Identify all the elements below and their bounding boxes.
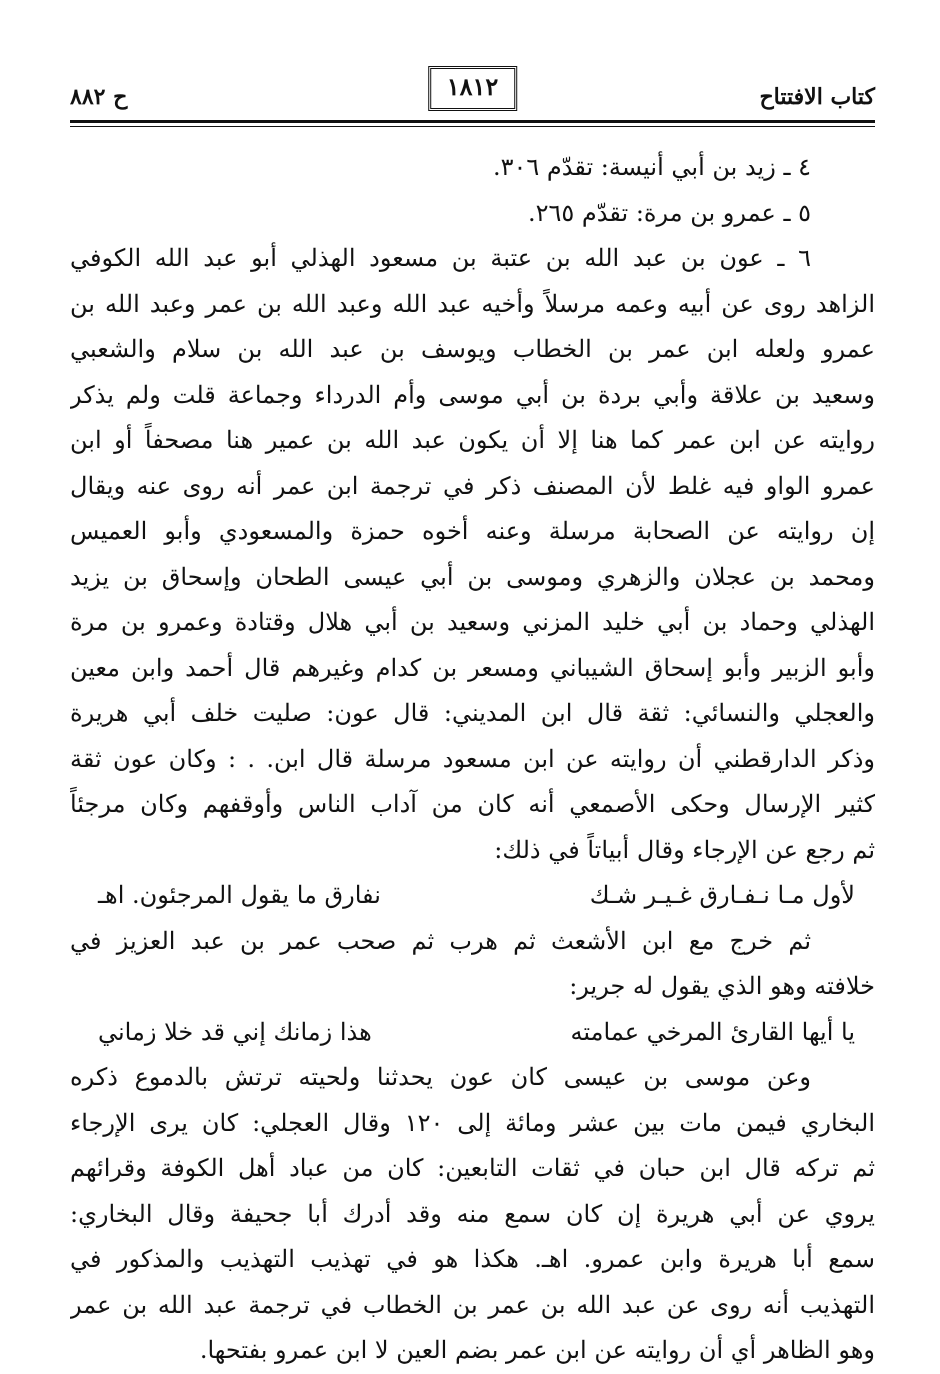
page-header bbox=[70, 62, 875, 123]
verse-second-hemistich: هذا زمانك إني قد خلا زماني bbox=[98, 1017, 372, 1046]
text-line: ومحمد بن عجلان والزهري وموسى بن أبي عيسى الطحان وإسحاق بن يزيد bbox=[70, 562, 875, 591]
text-line: وهو الظاهر أي أن روايته عن ابن عمر بضم العين لا ابن عمرو بفتحها. bbox=[199, 1336, 875, 1364]
text-line: ثم خرج مع ابن الأشعث ثم هرب ثم صحب عمر بن عبد العزيز في bbox=[70, 926, 811, 955]
narrator-entry-4: ٤ ـ زيد بن أبي أنيسة: تقدّم ٣٠٦. bbox=[492, 153, 811, 181]
page-body bbox=[70, 145, 875, 1374]
poem-verse bbox=[70, 873, 875, 919]
text-line: الهذلي وحماد بن أبي خليد المزني وسعيد بن أبي هلال وقتادة وعمرو بن مرة bbox=[70, 608, 875, 636]
text-line: روايته عن ابن عمر كما هنا إلا أن يكون عبد الله بن عمير هنا مصحفاً أو ابن bbox=[70, 426, 875, 454]
narrator-entry-5: ٥ ـ عمرو بن مرة: تقدّم ٢٦٥. bbox=[527, 198, 811, 227]
text-line: وأبو الزبير وأبو إسحاق الشيباني ومسعر بن كدام وغيرهم قال أحمد وابن معين bbox=[70, 653, 875, 682]
text-line: خلافته وهو الذي يقول له جرير: bbox=[569, 972, 875, 1000]
verse-first-hemistich: يا أيها القارئ المرخي عمامته bbox=[570, 1017, 855, 1046]
text-line: وعن موسى بن عيسى كان عون يحدثنا ولحيته ترتش بالدموع ذكره bbox=[70, 1063, 811, 1091]
text-line: والعجلي والنسائي: ثقة قال ابن المديني: قال عون: صليت خلف أبي هريرة bbox=[70, 699, 875, 727]
text-line: إن روايته عن الصحابة مرسلة وعنه أخوه حمزة والمسعودي وأبو العميس bbox=[70, 517, 875, 545]
text-line: ثم رجع عن الإرجاء وقال أبياتاً في ذلك: bbox=[494, 835, 875, 864]
text-line: عمرو الواو فيه غلط لأن المصنف ذكر في ترجمة ابن عمر أنه روى عنه ويقال bbox=[70, 471, 875, 500]
text-line: وسعيد بن علاقة وأبي بردة بن أبي موسى وأم الدرداء وجماعة قلت ولم يذكر bbox=[70, 380, 875, 409]
poem-verse bbox=[70, 1010, 875, 1056]
text-line: ثم تركه قال ابن حبان في ثقات التابعين: كان من عباد أهل الكوفة وقرائهم bbox=[70, 1154, 875, 1182]
verse-second-hemistich: نفارق ما يقول المرجئون. اهـ bbox=[98, 881, 381, 909]
text-line: سمع أبا هريرة وابن عمرو. اهـ. هكذا هو في تهذيب التهذيب والمذكور في bbox=[70, 1245, 875, 1273]
verse-first-hemistich: لأول مـا نـفـارق غـيـر شـك bbox=[589, 881, 855, 909]
text-line: وذكر الدارقطني أن روايته عن ابن مسعود مرسلة قال ابن. . : وكان عون ثقة bbox=[70, 744, 875, 773]
book-title: كتاب الافتتاح bbox=[759, 84, 875, 110]
narrator-entry-6: ٦ ـ عون بن عبد الله بن عتبة بن مسعود الهذلي أبو عبد الله الكوفي bbox=[70, 244, 811, 272]
text-line: الزاهد روى عن أبيه وعمه مرسلاً وأخيه عبد الله وعبد الله بن عمر وعبد الله بن bbox=[70, 289, 875, 318]
text-line: يروي عن أبي هريرة إن كان سمع منه وقد أدرك أبا جحيفة وقال البخاري: bbox=[70, 1199, 875, 1228]
text-line: عمرو ولعله ابن عمر بن الخطاب ويوسف بن عبد الله بن سلام والشعبي bbox=[70, 335, 875, 363]
hadith-number-box: ١٨١٢ bbox=[428, 66, 518, 111]
text-line: البخاري فيمن مات بين عشر ومائة إلى ١٢٠ وقال العجلي: كان يرى الإرجاء bbox=[70, 1108, 875, 1137]
book-page bbox=[70, 62, 875, 1374]
text-line: كثير الإرسال وحكى الأصمعي أنه كان من آداب الناس وأوقفهم وكان مرجئاً bbox=[70, 790, 875, 818]
text-line: التهذيب أنه روى عن عبد الله بن عمر بن الخطاب في ترجمة عبد الله بن عمر bbox=[70, 1290, 875, 1319]
hadith-reference: ح ٨٨٢ bbox=[70, 84, 128, 110]
